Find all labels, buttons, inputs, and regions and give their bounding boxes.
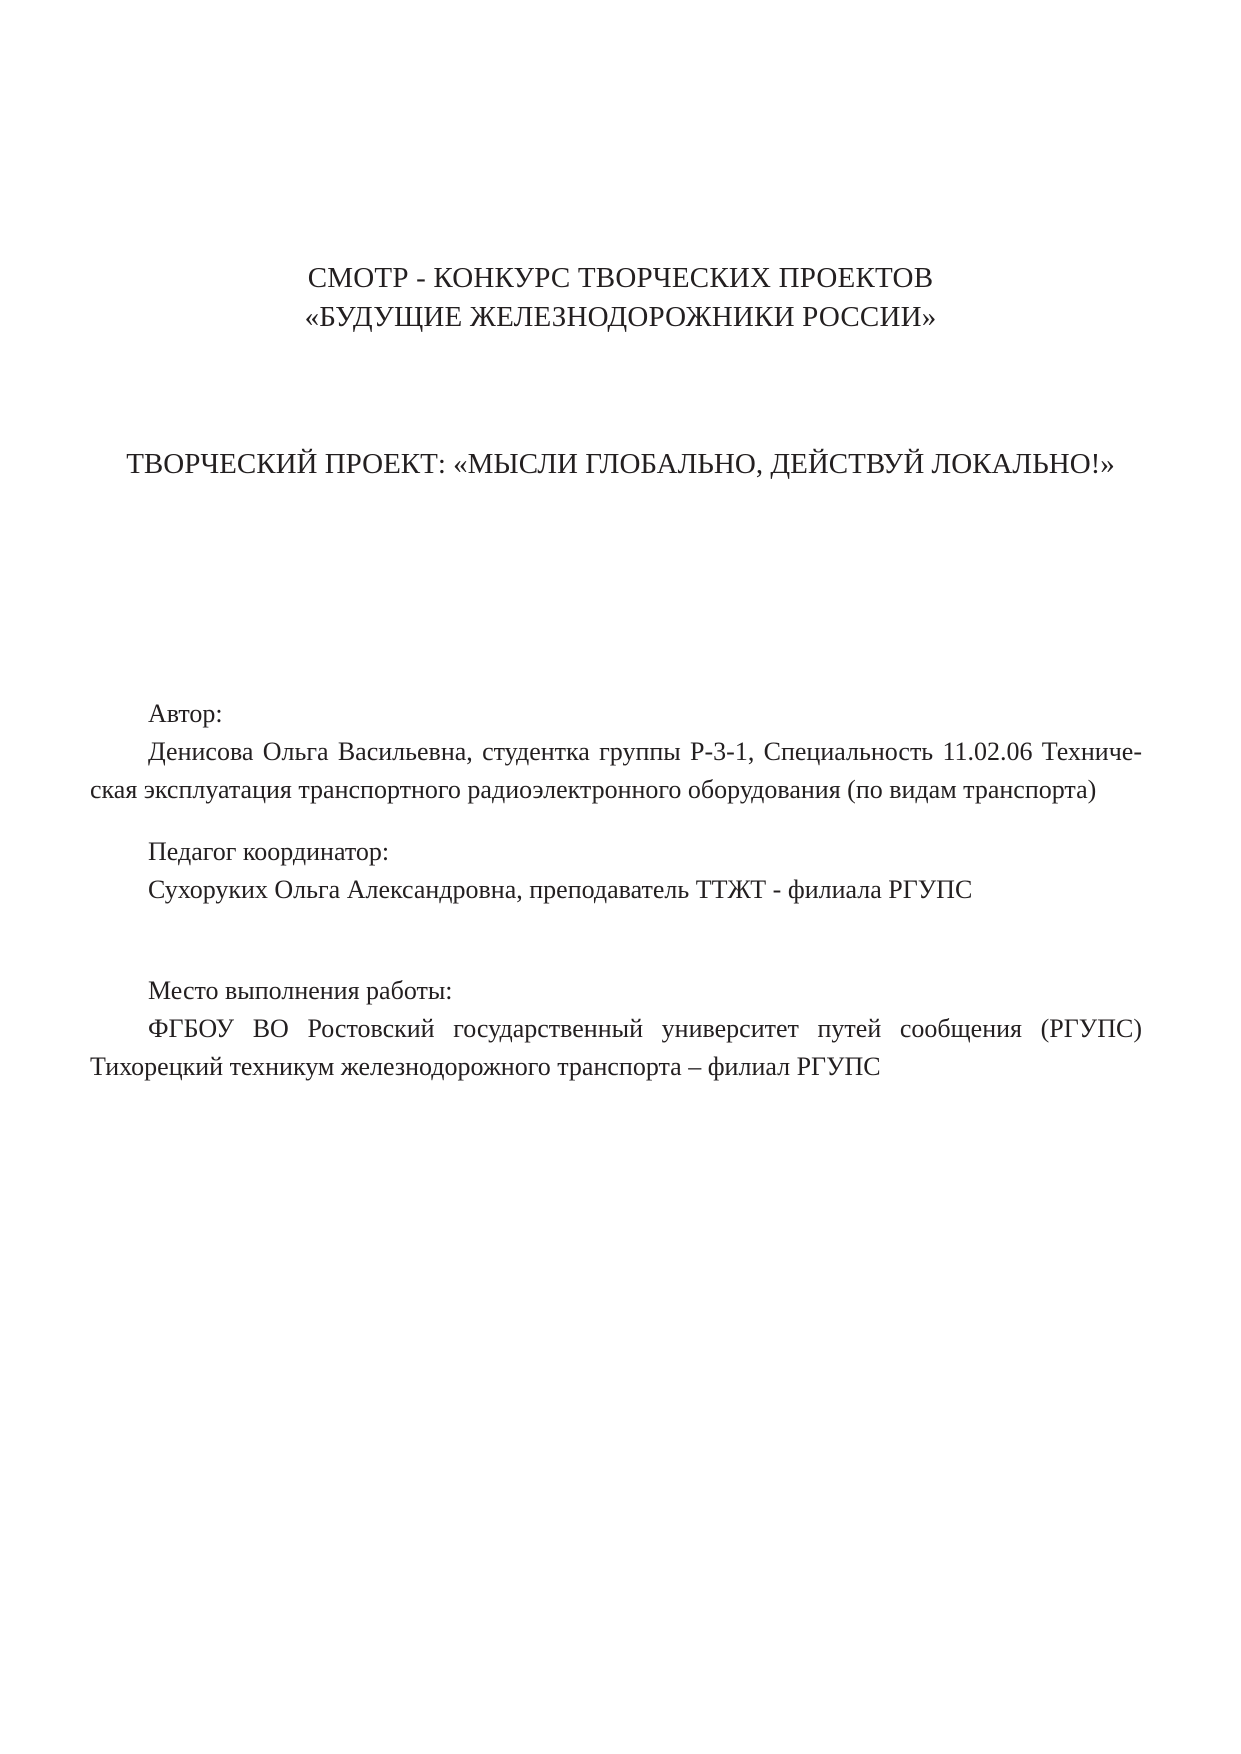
place-section (90, 972, 1142, 1086)
contest-title (0, 259, 1241, 337)
author-text-line-1: Денисова Ольга Васильевна, студентка группы Р-3-1, Специальность 11.02.06 Техниче- (148, 737, 1142, 766)
author-text-line-2: ская эксплуатация транспортного радиоэлектронного оборудования (по видам транспорта) (90, 775, 1097, 804)
project-title: ТВОРЧЕСКИЙ ПРОЕКТ: «МЫСЛИ ГЛОБАЛЬНО, ДЕЙСТВУЙ ЛОКАЛЬНО!» (126, 448, 1115, 480)
place-label: Место выполнения работы: (148, 976, 453, 1005)
teacher-label: Педагог координатор: (148, 837, 390, 866)
author-section (90, 695, 1142, 809)
contest-title-line-1: СМОТР - КОНКУРС ТВОРЧЕСКИХ ПРОЕКТОВ (307, 262, 934, 294)
teacher-section (90, 833, 1142, 909)
place-text-line-2: Тихорецкий техникум железнодорожного транспорта – филиал РГУПС (90, 1052, 881, 1081)
author-label: Автор: (148, 699, 223, 728)
contest-title-line-2: «БУДУЩИЕ ЖЕЛЕЗНОДОРОЖНИКИ РОССИИ» (304, 301, 937, 333)
teacher-text: Сухоруких Ольга Александровна, преподаватель ТТЖТ - филиала РГУПС (148, 875, 973, 904)
place-text-line-1: ФГБОУ ВО Ростовский государственный университет путей сообщения (РГУПС) (148, 1014, 1142, 1043)
